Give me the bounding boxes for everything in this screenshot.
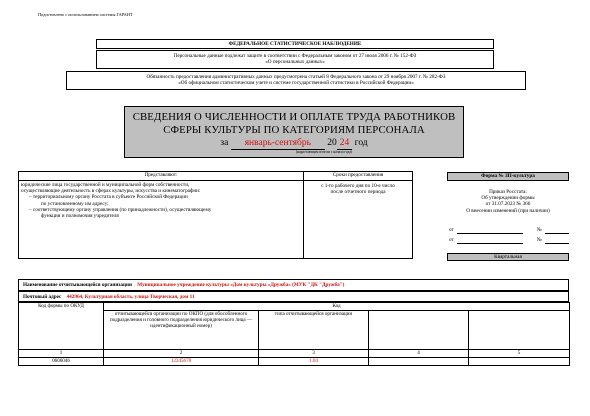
- form-order-block: [447, 189, 569, 214]
- org-name-value[interactable]: Муниципальное учреждение культуры «Дом культуры «Дружба» (МУК "ДК "Дружба"): [137, 282, 345, 288]
- year-field[interactable]: 24: [337, 137, 353, 150]
- period-prefix: за: [220, 138, 229, 148]
- code-cell-4[interactable]: [369, 357, 469, 365]
- order-changes: О внесении изменений (при наличии): [466, 207, 550, 214]
- okud-code-value[interactable]: 0606046: [19, 357, 104, 365]
- org-address-value[interactable]: 442964, Культурная область, улица Творческая, дом 11: [66, 294, 195, 300]
- org-name-label: Наименование отчитывающейся организации: [23, 282, 132, 288]
- col-number: 3: [259, 349, 369, 357]
- order-line2: Об утверждении формы: [481, 195, 535, 202]
- periodicity-label: Квартальная: [447, 253, 569, 261]
- changes-number-field[interactable]: [545, 233, 569, 234]
- code-cell-5[interactable]: [469, 357, 570, 365]
- col-empty-header: [469, 311, 570, 350]
- col-number: 1: [19, 349, 104, 357]
- period-field[interactable]: январь-сентябрь: [231, 137, 325, 150]
- submitters-box: [18, 171, 304, 259]
- admin-data-notice: [66, 71, 526, 90]
- changes-no-label: №: [537, 227, 542, 233]
- col-empty-header: [369, 311, 469, 350]
- submitters-line: юридические лица государственной и муниципальной форм собственности,: [21, 182, 190, 188]
- order-line3: от 31.07.2023 № 366: [485, 201, 531, 208]
- changes-row-1: [449, 227, 569, 235]
- changes-number-field[interactable]: [545, 243, 569, 244]
- col-number: 2: [104, 349, 259, 357]
- admin-data-line1: Обязанность предоставления административных данных предусмотрена статьей 8 Федерального закона от 29 ноября 2007 г. № 282-ФЗ: [146, 74, 446, 80]
- changes-no-label: №: [537, 237, 542, 243]
- report-period-line: [125, 137, 463, 150]
- col-org-type-header: типа отчитывающейся организации: [259, 311, 369, 350]
- submitters-body: [19, 181, 303, 220]
- col-number: 4: [369, 349, 469, 357]
- admin-data-line2: «Об официальном статистическом учете и системе государственной статистики в Российской Федерации»: [178, 80, 414, 87]
- report-title-box: [124, 106, 464, 158]
- order-line1: Приказ Росстата:: [489, 189, 527, 195]
- changes-row-2: [449, 237, 569, 245]
- submitters-header: Представляют:: [19, 172, 303, 181]
- okpo-code-value[interactable]: 12345678: [104, 357, 259, 365]
- changes-date-field[interactable]: [457, 233, 523, 234]
- deadlines-body: [304, 181, 412, 195]
- col-number: 5: [469, 349, 570, 357]
- year-prefix: 20: [327, 138, 337, 148]
- org-name-row: [18, 279, 569, 291]
- org-type-code-value[interactable]: 1.04: [259, 357, 369, 365]
- code-group-header: Код: [104, 303, 570, 311]
- submitters-line: функции и полномочия учредителя: [41, 213, 119, 220]
- personal-data-line1: Персональные данные подлежат защите в соответствии с Федеральным законом от 27 июля 2006 г. № 152-ФЗ: [173, 53, 417, 59]
- personal-data-notice: [96, 50, 494, 69]
- deadlines-header: Сроки предоставления: [304, 172, 412, 181]
- deadlines-line1: с 1-го рабочего дня по 10-е число: [321, 183, 395, 189]
- changes-from-label: от: [449, 237, 454, 243]
- org-address-label: Почтовый адрес: [23, 294, 62, 300]
- period-hint: (нарастающим итогом с начала года): [295, 150, 353, 154]
- submitters-line: осуществляющие деятельность в сферах культуры, искусства и кинематографии:: [21, 188, 201, 195]
- col-okpo-header: отчитывающейся организации по ОКПО (для обособленного подразделения и головного подразделения юридического лица — идентификационный номер): [104, 311, 259, 350]
- deadlines-box: [303, 171, 413, 259]
- submitters-line: – территориальному органу Росстата в субъекте Российской Федерации: [29, 194, 188, 201]
- deadlines-line2: после отчетного периода: [330, 189, 386, 196]
- changes-date-field[interactable]: [457, 243, 523, 244]
- form-number-label: Форма № ЗП-культура: [447, 172, 569, 181]
- personal-data-line2: «О персональных данных»: [265, 59, 325, 66]
- report-title-line2: СФЕРЫ КУЛЬТУРЫ ПО КАТЕГОРИЯМ ПЕРСОНАЛА: [163, 123, 425, 136]
- federal-header: ФЕДЕРАЛЬНОЕ СТАТИСТИЧЕСКОЕ НАБЛЮДЕНИЕ: [96, 39, 494, 49]
- top-note: Подготовлено с использованием системы ГАРАНТ: [38, 12, 133, 17]
- col-okud-header: Код формы по ОКУД: [19, 303, 104, 350]
- changes-from-label: от: [449, 227, 454, 233]
- submitters-line: – соответствующему органу управления (по принадлежности), осуществляющему: [29, 206, 212, 213]
- org-address-row: [18, 291, 569, 302]
- report-title-line1: СВЕДЕНИЯ О ЧИСЛЕННОСТИ И ОПЛАТЕ ТРУДА РАБОТНИКОВ: [132, 111, 456, 123]
- year-suffix: год: [354, 138, 368, 148]
- submitters-line: по установленному им адресу;: [41, 200, 109, 207]
- codes-table: [18, 302, 569, 366]
